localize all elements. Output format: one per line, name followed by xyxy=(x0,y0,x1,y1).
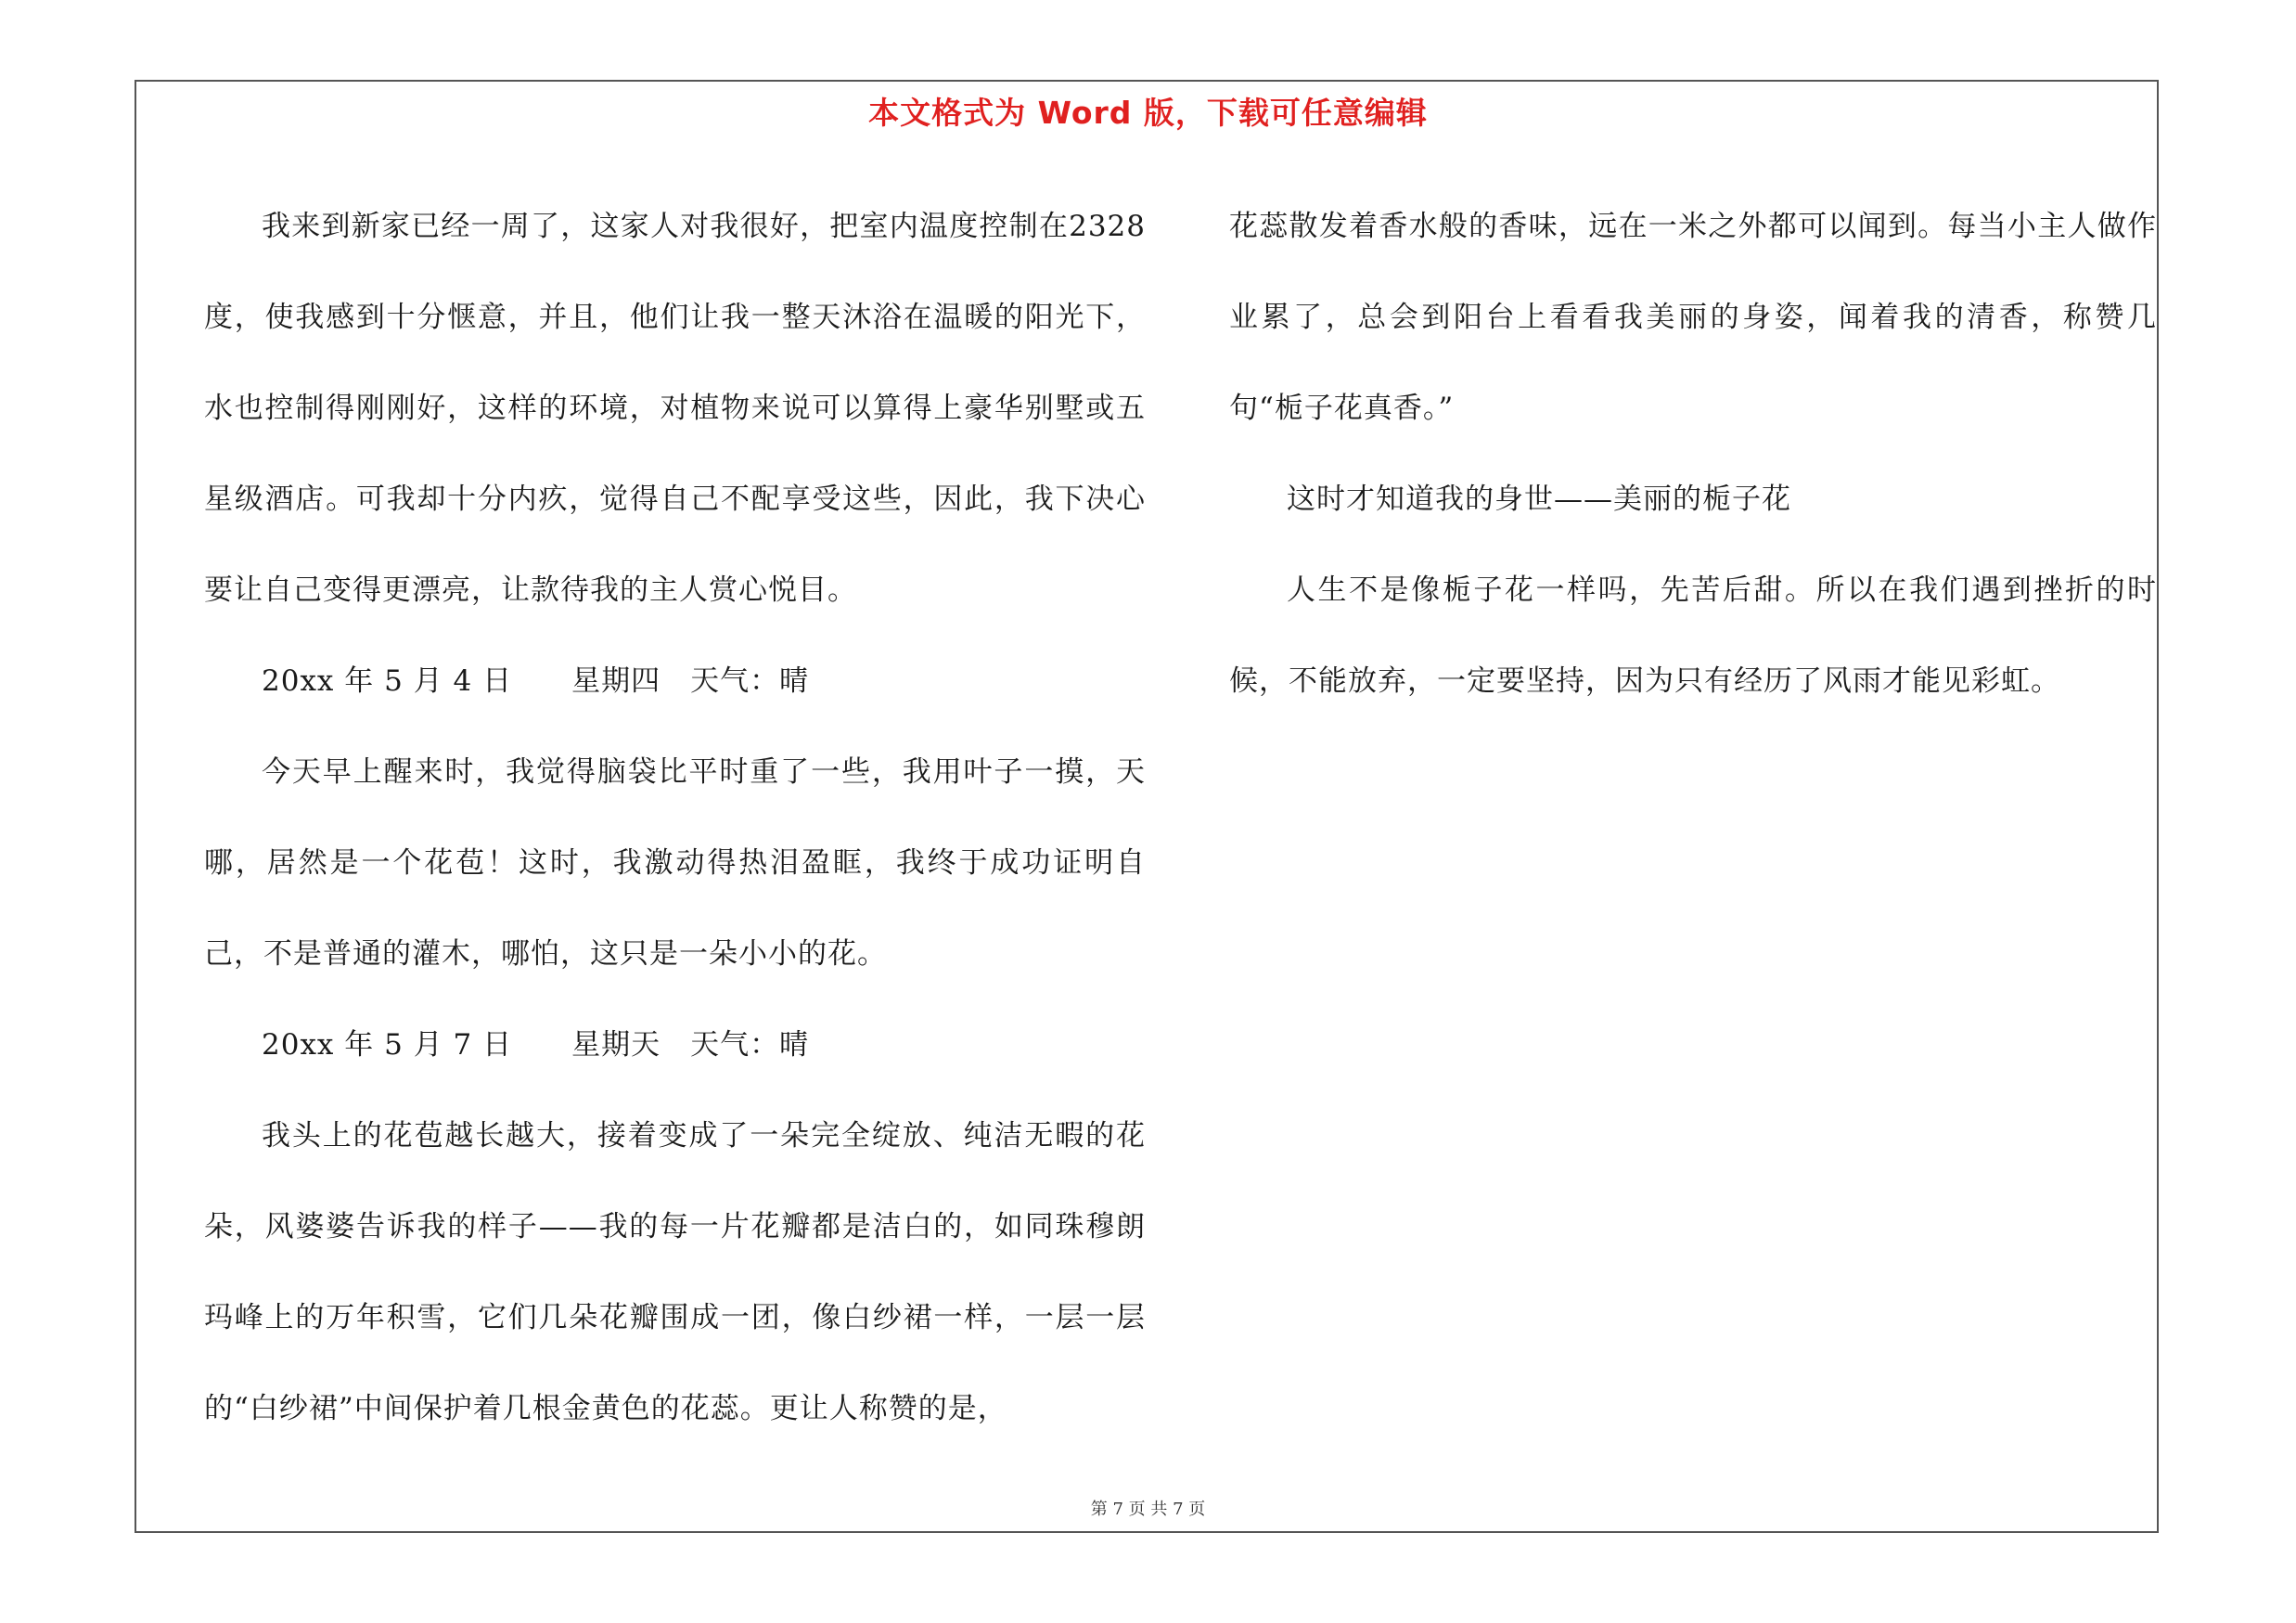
left-column xyxy=(204,181,1146,1454)
diary-date-may-4: 20xx 年 5 月 4 日 星期四 天气：晴 xyxy=(262,664,810,698)
paragraph-flower-bud: 今天早上醒来时，我觉得脑袋比平时重了一些，我用叶子一摸，天哪，居然是一个花苞！这时，我激动得热泪盈眶，我终于成功证明自己，不是普通的灌木，哪怕，这只是一朵小小的花。 xyxy=(204,755,1146,971)
diary-date-may-7: 20xx 年 5 月 7 日 星期天 天气：晴 xyxy=(262,1028,810,1062)
paragraph-identity: 这时才知道我的身世——美丽的栀子花 xyxy=(1287,483,1791,516)
page-number-footer: 第 7 页 共 7 页 xyxy=(1090,1500,1206,1519)
paragraph-life-lesson: 人生不是像栀子花一样吗，先苦后甜。所以在我们遇到挫折的时候，不能放弃，一定要坚持，因为只有经历了风雨才能见彩虹。 xyxy=(1229,573,2157,698)
paragraph-fragrance: 花蕊散发着香水般的香味，远在一米之外都可以闻到。每当小主人做作业累了，总会到阳台上看看我美丽的身姿，闻着我的清香，称赞几句“栀子花真香。” xyxy=(1229,210,2157,425)
right-column xyxy=(1229,181,2157,727)
paragraph-full-bloom: 我头上的花苞越长越大，接着变成了一朵完全绽放、纯洁无暇的花朵，风婆婆告诉我的样子——我的每一片花瓣都是洁白的，如同珠穆朗玛峰上的万年积雪，它们几朵花瓣围成一团，像白纱裙一样，一层一层的“白纱裙”中间保护着几根金黄色的花蕊。更让人称赞的是， xyxy=(204,1119,1146,1425)
paragraph-new-home: 我来到新家已经一周了，这家人对我很好，把室内温度控制在2328度，使我感到十分惬意，并且，他们让我一整天沐浴在温暖的阳光下，水也控制得刚刚好，这样的环境，对植物来说可以算得上豪华别墅或五星级酒店。可我却十分内疚，觉得自己不配享受这些，因此，我下决心要让自己变得更漂亮，让款待我的主人赏心悦目。 xyxy=(204,210,1146,607)
header-banner: 本文格式为 Word 版，下载可任意编辑 xyxy=(868,95,1428,131)
